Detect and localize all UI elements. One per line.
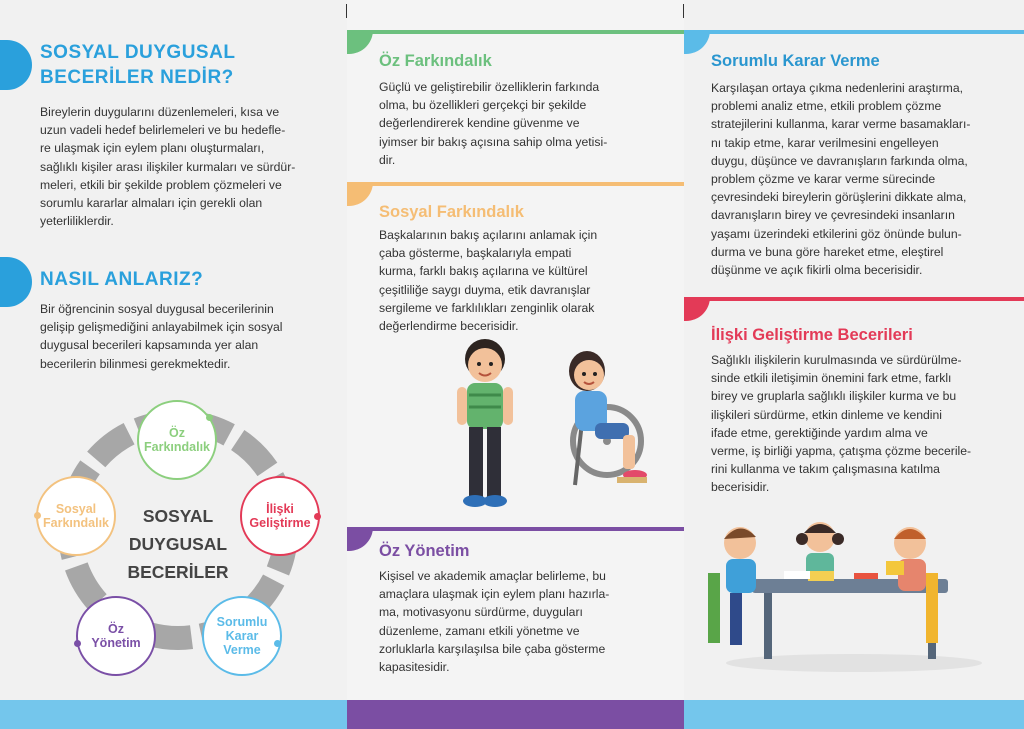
bottom-color-band (347, 700, 684, 729)
heading-line: SOSYAL DUYGUSAL (40, 42, 236, 63)
node-line: Farkındalık (43, 516, 109, 530)
center-line: DUYGUSAL (128, 534, 228, 554)
heading-what-are-skills (40, 40, 235, 90)
section-corner (347, 182, 373, 206)
text-line: değerlendirerek kendine güvenme ve (379, 116, 580, 131)
node-dot (74, 640, 81, 647)
self-management-text (379, 567, 609, 676)
text-line: iyimser bir bakış açısına sahip olma yetisi- (379, 134, 608, 149)
responsible-decision-text (711, 79, 970, 279)
text-line: yeterliliklerdir. (40, 214, 114, 229)
left-panel (0, 0, 347, 729)
diagram-center-label (108, 502, 248, 586)
node-dot (206, 414, 213, 421)
text-line: ma, motivasyonu sürdürme, duyguları (379, 605, 583, 620)
text-line: Sağlıklı ilişkilerin kurulmasında ve sürdürülme- (711, 353, 962, 367)
node-dot (314, 513, 321, 520)
text-line: yaşamı üzerindeki etkilerini göz önünde bulun- (711, 226, 962, 241)
text-line: sağlıklı kişiler arası ilişkiler kurmaları ve sürdür- (40, 159, 296, 174)
text-line: meleri, etkili bir şekilde problem çözmeleri ve (40, 177, 282, 192)
text-line: durma ve buna göre hareket etme, eleştirel (711, 244, 944, 259)
fold-mark (683, 4, 684, 18)
node-line: Sosyal (55, 502, 97, 516)
text-line: düşünme ve açık fikirli olma becerisidir. (711, 263, 923, 278)
text-line: birey ve gruplarla sağlıklı ilişkiler kurma ve bu (711, 389, 957, 404)
text-line: davranışların birey ve çevresindeki insanların (711, 208, 955, 223)
text-line: gelişip gelişmediğini anlayabilmek için sosyal (40, 320, 283, 335)
node-line: Farkındalık (144, 440, 210, 454)
node-responsible-decision (202, 596, 282, 676)
node-line: Geliştirme (249, 516, 311, 530)
skills-cycle-diagram (0, 390, 347, 690)
text-line: çaba gösterme, başkalarıyla empati (379, 246, 572, 261)
text-line: amaçlara ulaşmak için eylem planı hazırla- (379, 587, 610, 602)
bottom-color-band (684, 700, 1024, 729)
node-self-awareness (137, 400, 217, 480)
section-corner (684, 297, 710, 321)
text-line: problemi analiz etme, etkili problem çözme (711, 99, 942, 114)
fold-mark (346, 4, 347, 18)
section-title-social-awareness: Sosyal Farkındalık (379, 203, 524, 221)
text-line: rini kullanma ve takım çalışmasına katılma (711, 462, 940, 477)
text-line: Güçlü ve geliştirebilir özelliklerin farkında (379, 80, 600, 94)
text-line: duygu, düşünce ve davranışların farkında olma, (711, 153, 968, 168)
text-line: zorluklarla karşılaşılsa bile çaba gösterme (379, 641, 606, 656)
relationship-text (711, 351, 971, 497)
text-line: değerlendirme becerisidir. (379, 319, 519, 334)
section-corner (684, 30, 710, 54)
text-line: sorumlu kararlar almaları için gerekli olan (40, 196, 263, 211)
center-line: BECERİLER (127, 562, 229, 582)
node-dot (34, 512, 41, 519)
heading-tab-marker (0, 257, 32, 307)
text-line: Bir öğrencinin sosyal duygusal becerilerinin (40, 302, 274, 316)
middle-panel (347, 0, 684, 729)
node-line: Verme (223, 643, 261, 657)
node-line: Öz (169, 426, 185, 440)
text-line: çevresindeki bireylerin görüşlerini dikkate alma, (711, 190, 967, 205)
definition-paragraph (40, 103, 295, 230)
heading-how-to-understand: NASIL ANLARIZ? (40, 269, 204, 290)
text-line: verme, iş birliği yapma, çatışma çözme becerile- (711, 444, 972, 459)
right-panel (684, 0, 1024, 729)
text-line: Başkalarının bakış açılarını anlamak için (379, 228, 598, 242)
text-line: duygusal becerileri kapsamında yer alan (40, 338, 259, 353)
bottom-color-band (0, 700, 347, 729)
node-line: Öz (108, 622, 124, 636)
text-line: ilişkileri sürdürme, etkin dinleme ve kendini (711, 407, 942, 422)
section-corner (347, 30, 373, 54)
children-wheelchair-illustration (447, 335, 647, 517)
section-bar (684, 297, 1024, 301)
text-line: Kişisel ve akademik amaçlar belirleme, bu (379, 569, 606, 583)
node-social-awareness (36, 476, 116, 556)
section-title-responsible-decision: Sorumlu Karar Verme (711, 52, 880, 70)
section-title-self-management: Öz Yönetim (379, 542, 470, 560)
center-line: SOSYAL (142, 506, 214, 526)
text-line: düzenleme, zamanı etkili yönetme ve (379, 623, 580, 638)
node-dot (274, 640, 281, 647)
section-title-relationship: İlişki Geliştirme Becerileri (711, 326, 913, 344)
text-line: problem çözme ve karar verme sürecinde (711, 172, 936, 187)
section-bar (684, 30, 1024, 34)
heading-line: BECERİLER NEDİR? (40, 67, 234, 88)
self-awareness-text (379, 78, 607, 169)
text-line: becerilerin bilinmesi gerekmektedir. (40, 356, 231, 371)
text-line: uzun vadeli hedef belirlemeleri ve bu hedefle- (40, 123, 286, 138)
text-line: stratejilerini kullanma, karar verme basamakları- (711, 117, 971, 132)
node-line: İlişki (266, 502, 294, 516)
section-corner (347, 527, 373, 551)
text-line: kapasitesidir. (379, 660, 450, 675)
section-title-self-awareness: Öz Farkındalık (379, 52, 492, 70)
node-line: Yönetim (91, 636, 141, 650)
section-bar (347, 182, 684, 186)
text-line: re ulaşmak için eylem planı oluşturmaları, (40, 141, 265, 156)
text-line: ifade etme, gerektiğinde yardım alma ve (711, 425, 928, 440)
text-line: çeşitliliğe saygı duyma, etik davranışlar (379, 282, 591, 297)
node-relationship-building (240, 476, 320, 556)
node-line: Sorumlu (216, 615, 268, 629)
section-bar (347, 527, 684, 531)
text-line: nı takip etme, karar verilmesini engelleyen (711, 135, 939, 150)
understand-paragraph (40, 300, 283, 373)
node-line: Karar (225, 629, 259, 643)
children-at-table-illustration (704, 515, 1004, 675)
text-line: becerisidir. (711, 480, 770, 495)
text-line: dir. (379, 152, 396, 167)
social-awareness-text (379, 226, 597, 335)
section-bar (347, 30, 684, 34)
text-line: olma, bu özellikleri gerçekçi bir şekilde (379, 98, 587, 113)
text-line: Karşılaşan ortaya çıkma nedenlerini araştırma, (711, 81, 963, 95)
heading-tab-marker (0, 40, 32, 90)
text-line: Bireylerin duygularını düzenlemeleri, kısa ve (40, 105, 280, 119)
text-line: kurma, farklı bakış açılarına ve kültürel (379, 264, 588, 279)
node-self-management (76, 596, 156, 676)
text-line: sinde etkili iletişimin önemini fark etme, farklı (711, 371, 952, 386)
text-line: sergileme ve farklılıkları zenginlik olarak (379, 300, 595, 315)
